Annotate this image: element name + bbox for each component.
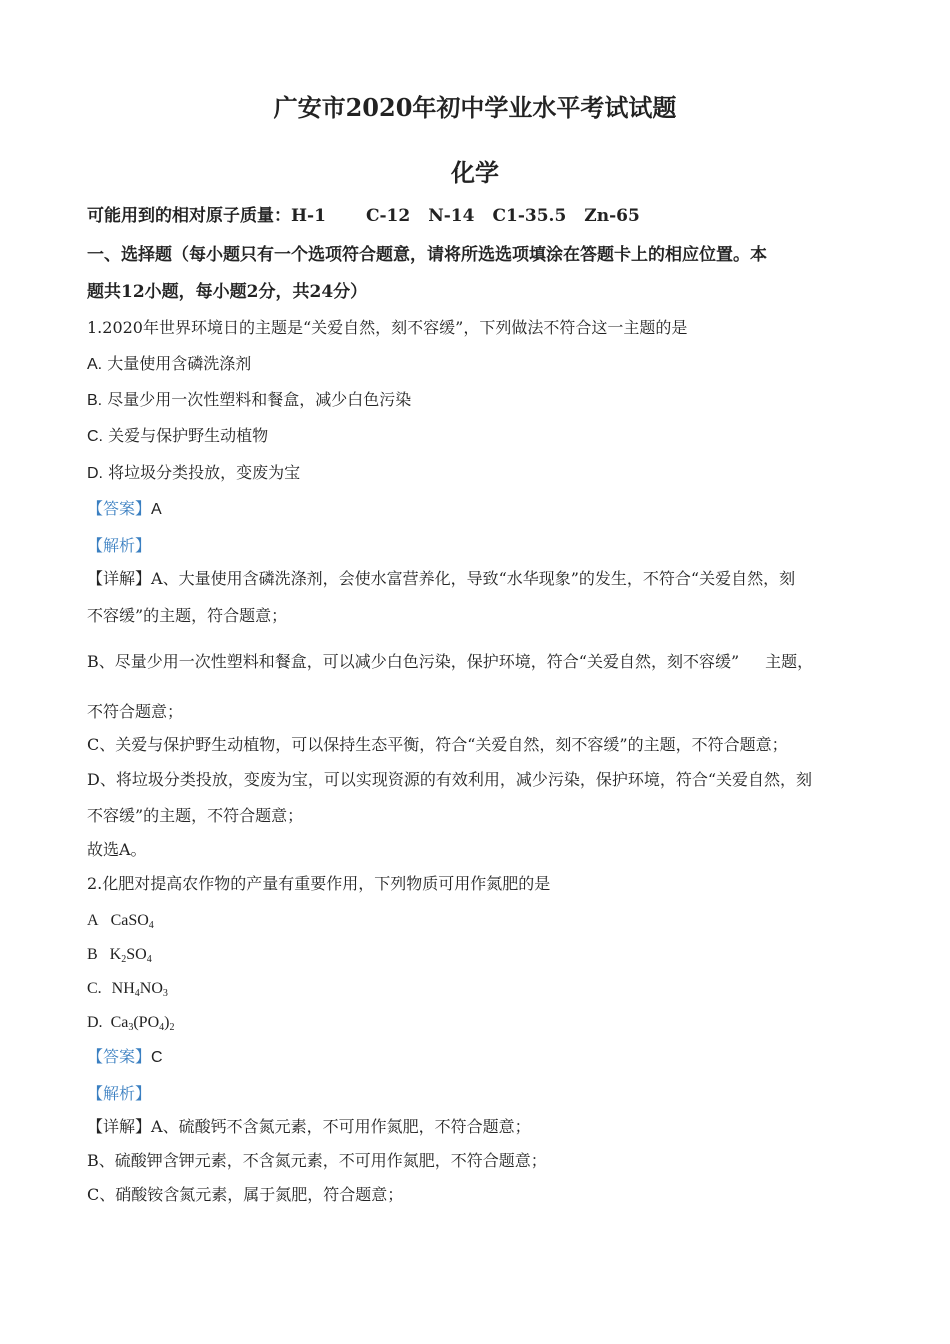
formula-part: NH bbox=[111, 980, 135, 997]
q2-option-a-formula bbox=[111, 912, 154, 929]
q2-option-c bbox=[87, 979, 168, 999]
q2-detail-a bbox=[87, 1117, 531, 1137]
q1-detail-tag: 【详解】 bbox=[87, 569, 152, 588]
formula-part: NO bbox=[139, 980, 163, 997]
atomic-mass-n: N-14 bbox=[428, 206, 475, 226]
atomic-mass-label: 可能用到的相对原子质量： bbox=[87, 206, 291, 226]
q2-option-c-letter: C. bbox=[87, 980, 102, 997]
atomic-mass-zn: Zn-65 bbox=[584, 206, 640, 226]
q1-option-c-letter: C. bbox=[87, 428, 103, 445]
formula-subscript: 3 bbox=[162, 988, 168, 999]
q2-option-d-formula bbox=[111, 1014, 175, 1031]
formula-subscript: 4 bbox=[148, 920, 154, 931]
q1-detail-b-text: B、尽量少用一次性塑料和餐盒，可以减少白色污染，保护环境，符合“关爱自然，刻不容缓” bbox=[87, 652, 740, 671]
formula-part: K bbox=[109, 946, 122, 963]
q2-option-d-letter: D. bbox=[87, 1014, 103, 1031]
q1-detail-b-line2: 不符合题意； bbox=[87, 702, 184, 721]
q1-option-a bbox=[87, 354, 251, 375]
q1-option-b bbox=[87, 390, 411, 411]
q1-conclusion: 故选A。 bbox=[87, 840, 147, 859]
q2-option-b-formula bbox=[110, 946, 152, 963]
q2-answer-tag: 【答案】 bbox=[87, 1047, 152, 1066]
formula-subscript: 2 bbox=[169, 1022, 175, 1033]
formula-subscript: 4 bbox=[146, 954, 152, 965]
q1-option-d bbox=[87, 463, 300, 484]
formula-part: ) bbox=[164, 1014, 170, 1031]
q2-stem: 2.化肥对提高农作物的产量有重要作用，下列物质可用作氮肥的是 bbox=[87, 874, 551, 893]
q1-option-c bbox=[87, 426, 268, 447]
q2-option-c-formula bbox=[112, 980, 168, 997]
q1-answer bbox=[87, 499, 162, 520]
q1-option-b-letter: B. bbox=[87, 392, 103, 409]
q2-analysis-tag: 【解析】 bbox=[87, 1084, 152, 1103]
q1-detail-b-line1 bbox=[87, 652, 813, 672]
q2-option-d bbox=[87, 1013, 174, 1033]
q2-detail-c: C、硝酸铵含氮元素，属于氮肥，符合题意； bbox=[87, 1185, 404, 1204]
section-heading-line2: 题共12小题，每小题2分，共24分） bbox=[87, 282, 368, 302]
q2-detail-tag: 【详解】 bbox=[87, 1117, 152, 1136]
q1-option-c-text: 关爱与保护野生动植物 bbox=[108, 426, 269, 445]
atomic-mass-cl: C1-35.5 bbox=[492, 206, 567, 226]
q1-option-a-letter: A. bbox=[87, 356, 103, 373]
q2-option-a-letter: A bbox=[87, 912, 99, 929]
q1-detail-b-text-end: 主题， bbox=[765, 652, 814, 671]
q1-option-d-text: 将垃圾分类投放，变废为宝 bbox=[108, 463, 301, 482]
section-heading-line1: 一、选择题（每小题只有一个选项符合题意，请将所选选项填涂在答题卡上的相应位置。本 bbox=[87, 245, 767, 265]
q1-detail-c: C、关爱与保护野生动植物，可以保持生态平衡，符合“关爱自然，刻不容缓”的主题，不符合题意； bbox=[87, 735, 788, 754]
q1-answer-value: A bbox=[151, 501, 162, 518]
formula-subscript: 3 bbox=[128, 1022, 134, 1033]
subject-title: 化学 bbox=[451, 158, 499, 187]
q2-detail-a-text: A、硫酸钙不含氮元素，不可用作氮肥，不符合题意； bbox=[151, 1117, 531, 1136]
q2-answer-value: C bbox=[151, 1049, 163, 1066]
formula-subscript: 2 bbox=[121, 954, 127, 965]
q2-option-b bbox=[87, 945, 152, 965]
q1-detail-a-text: A、大量使用含磷洗涤剂，会使水富营养化，导致“水华现象”的发生，不符合“关爱自然，刻 bbox=[151, 569, 796, 588]
q2-detail-b: B、硫酸钾含钾元素，不含氮元素，不可用作氮肥，不符合题意； bbox=[87, 1151, 547, 1170]
formula-part: SO bbox=[126, 946, 147, 963]
formula-part: Ca bbox=[110, 1014, 129, 1031]
q2-option-b-letter: B bbox=[87, 946, 98, 963]
q2-option-a bbox=[87, 911, 154, 931]
exam-title: 广安市2020年初中学业水平考试试题 bbox=[273, 93, 677, 122]
formula-part: (PO bbox=[133, 1014, 160, 1031]
q1-option-b-text: 尽量少用一次性塑料和餐盒，减少白色污染 bbox=[107, 390, 412, 409]
q1-option-a-text: 大量使用含磷洗涤剂 bbox=[107, 354, 252, 373]
q1-answer-tag: 【答案】 bbox=[87, 499, 152, 518]
q1-detail-d-line2: 不容缓”的主题，不符合题意； bbox=[87, 806, 304, 825]
atomic-mass-h: H-1 bbox=[291, 206, 326, 226]
atomic-mass-c: C-12 bbox=[365, 206, 411, 226]
q1-detail-a-line2: 不容缓”的主题，符合题意； bbox=[87, 606, 288, 625]
q1-stem: 1.2020年世界环境日的主题是“关爱自然，刻不容缓”，下列做法不符合这一主题的是 bbox=[87, 318, 688, 337]
q1-analysis-tag: 【解析】 bbox=[87, 536, 152, 555]
q2-answer bbox=[87, 1047, 163, 1068]
formula-part: CaSO bbox=[110, 912, 149, 929]
formula-subscript: 4 bbox=[159, 1022, 165, 1033]
atomic-mass-line bbox=[87, 206, 640, 226]
q1-detail-d-line1: D、将垃圾分类投放，变废为宝，可以实现资源的有效利用，减少污染，保护环境，符合“关爱自然，刻 bbox=[87, 770, 813, 789]
q1-option-d-letter: D. bbox=[87, 465, 103, 482]
q1-detail-a-line1 bbox=[87, 569, 795, 589]
formula-subscript: 4 bbox=[134, 988, 140, 999]
